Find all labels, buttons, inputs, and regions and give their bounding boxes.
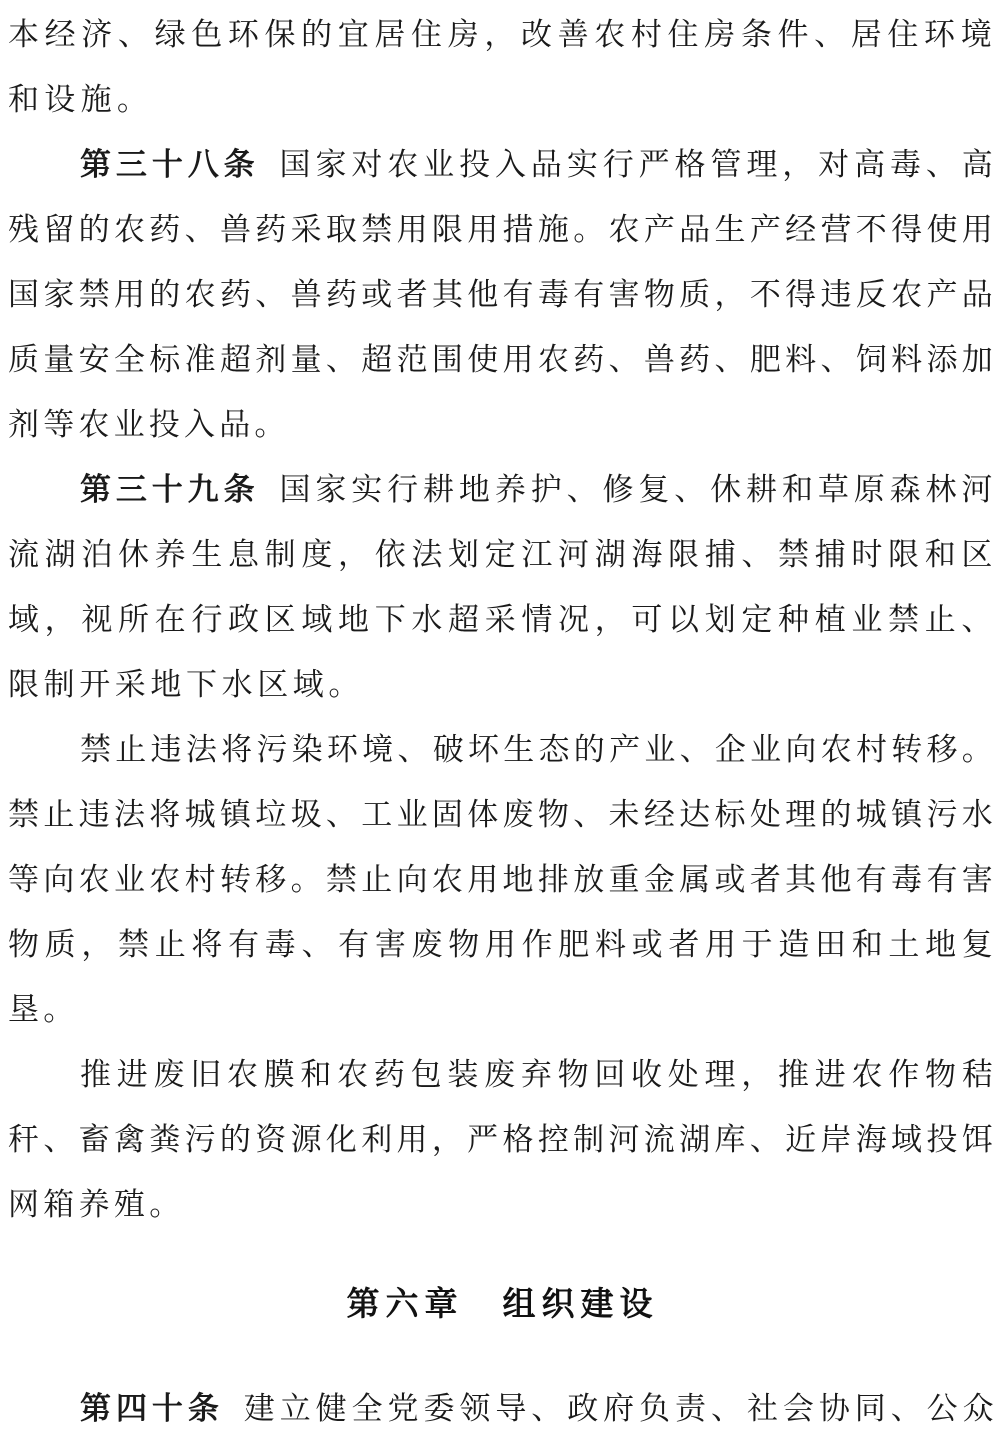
article-40-paragraph bbox=[8, 1376, 997, 1441]
article-38-number: 第三十八条 bbox=[80, 147, 260, 182]
article-39-paragraph bbox=[8, 457, 997, 717]
article-40-text: 建立健全党委领导、政府负责、社会协同、公众 bbox=[243, 1391, 997, 1426]
article-38-paragraph bbox=[8, 132, 997, 457]
article-39-number: 第三十九条 bbox=[80, 472, 260, 507]
paragraph-text: 本经济、绿色环保的宜居住房，改善农村住房条件、居住环境和设施。 bbox=[8, 17, 997, 117]
paragraph-text: 禁止违法将污染环境、破坏生态的产业、企业向农村转移。禁止违法将城镇垃圾、工业固体废物、未经达标处理的城镇污水等向农业农村转移。禁止向农用地排放重金属或者其他有毒有害物质，禁止将有毒、有害废物用作肥料或者用于造田和土地复垦。 bbox=[8, 732, 997, 1027]
article-39-text: 国家实行耕地养护、修复、休耕和草原森林河流湖泊休养生息制度，依法划定江河湖海限捕、禁捕时限和区域，视所在行政区域地下水超采情况，可以划定种植业禁止、限制开采地下水区域。 bbox=[8, 472, 998, 702]
article-40-number: 第四十条 bbox=[80, 1391, 224, 1426]
paragraph-continuation bbox=[8, 2, 997, 132]
paragraph-text: 推进废旧农膜和农药包装废弃物回收处理，推进农作物秸秆、畜禽粪污的资源化利用，严格控制河流湖库、近岸海域投饵网箱养殖。 bbox=[8, 1057, 997, 1222]
article-38-text: 国家对农业投入品实行严格管理，对高毒、高残留的农药、兽药采取禁用限用措施。农产品生产经营不得使用国家禁用的农药、兽药或者其他有毒有害物质，不得违反农产品质量安全标准超剂量、超范围使用农药、兽药、肥料、饲料添加剂等农业投入品。 bbox=[8, 147, 998, 442]
chapter-6-heading: 第六章 组织建设 bbox=[346, 1285, 659, 1322]
article-39-clause-2 bbox=[8, 717, 997, 1042]
article-39-clause-3 bbox=[8, 1042, 997, 1237]
